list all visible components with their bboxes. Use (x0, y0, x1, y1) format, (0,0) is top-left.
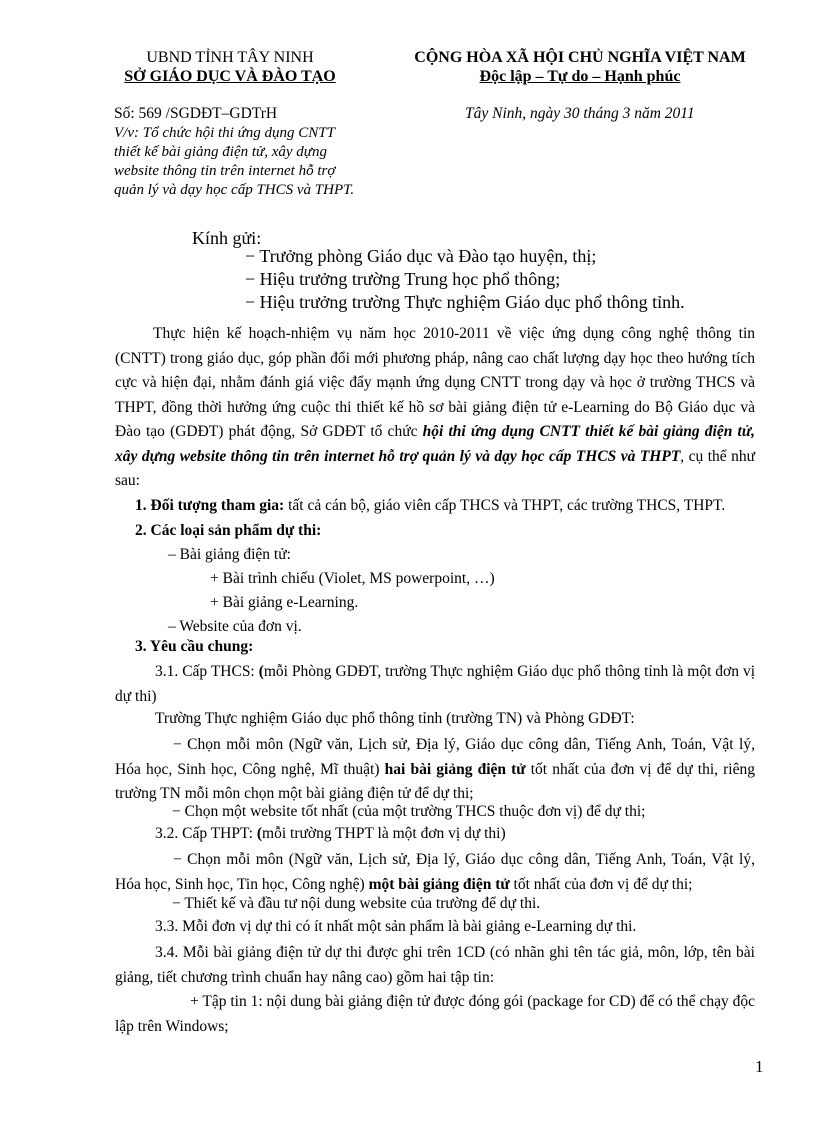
section-3-2-a-rest: tốt nhất của đơn vị để dự thi; (509, 875, 693, 893)
date-line: Tây Ninh, ngày 30 tháng 3 năm 2011 (465, 105, 695, 122)
section-3-2-text: mỗi trường THPT là một đơn vị dự thi) (262, 825, 506, 842)
subject-line-2: thiết kế bài giảng điện tử, xây dựng (114, 144, 327, 160)
subject-line-4: quản lý và dạy học cấp THCS và THPT. (114, 182, 355, 198)
contest-name: hội thi ứng dụng CNTT thiết kế bài giảng điện tử, xây dựng website thông tin trên internet hỗ trợ quản lý và dạy học cấp THCS và THPT (115, 423, 755, 465)
section-3-1-head: 3.1. Cấp THCS: (155, 663, 259, 680)
section-3-1-a-rest: tốt nhất của đơn vị để dự thi, riêng trường TN mỗi môn chọn một bài giảng điện tử để dự thi; (115, 760, 755, 802)
section-3-1-a (115, 733, 755, 807)
issuer-line-2: SỞ GIÁO DỤC VÀ ĐÀO TẠO (124, 68, 336, 85)
section-3-2-b: − Thiết kế và đầu tư nội dung website của trường để dự thi. (172, 895, 541, 912)
product-item: – Bài giảng điện tử: (168, 546, 291, 563)
product-item: – Website của đơn vị. (168, 618, 302, 635)
recipients-label: Kính gửi: (192, 228, 262, 248)
subject-block (114, 124, 382, 200)
section-3-3: 3.3. Mỗi đơn vị dự thi có ít nhất một sản phẩm là bài giảng e-Learning dự thi. (155, 918, 637, 935)
section-3-1-text: mỗi Phòng GDĐT, trường Thực nghiệm Giáo dục phổ thông tỉnh là một đơn vị dự thi) (115, 663, 755, 705)
product-subitem: + Bài giảng e-Learning. (210, 594, 359, 611)
section-3-label: 3. Yêu cầu chung: (135, 638, 254, 655)
national-title: CỘNG HÒA XÃ HỘI CHỦ NGHĨA VIỆT NAM (414, 49, 746, 66)
section-3-1-a-text: − Chọn mỗi môn (Ngữ văn, Lịch sử, Địa lý, Giáo dục công dân, Tiếng Anh, Toán, Vật lý, Hóa học, Sinh học, Công nghệ, Mĩ thuật) (115, 736, 755, 778)
document-number: Số: 569 /SGDĐT–GDTrH (114, 105, 278, 122)
paren: ( (256, 825, 263, 842)
paren: ( (258, 663, 264, 680)
intro-paragraph (115, 322, 755, 494)
section-3-2-a-bold: một bài giảng điện tử (368, 875, 510, 893)
section-1 (135, 497, 725, 515)
section-3-1 (115, 660, 755, 709)
subject-line-3: website thông tin trên internet hỗ trợ (114, 163, 336, 179)
section-3-2 (155, 825, 506, 843)
recipient-item: − Trưởng phòng Giáo dục và Đào tạo huyện, thị; (245, 246, 597, 266)
intro-text: Thực hiện kế hoạch-nhiệm vụ năm học 2010-2011 về việc ứng dụng công nghệ thông tin (CNTT) trong giáo dục, góp phần đổi mới phương pháp, nâng cao chất lượng dạy học theo hướng tích cực và hiện đại, nhằm đánh giá việc đẩy mạnh ứng dụng CNTT trong dạy và học ở trường THCS và THPT, đồng thời hưởng ứng cuộc thi thiết kế hồ sơ bài giảng điện tử e-Learning do Bộ Giáo dục và Đào tạo (GDĐT) phát động, Sở GDĐT tổ chức (115, 325, 755, 440)
section-3-2-a (115, 848, 755, 897)
product-subitem: + Bài trình chiếu (Violet, MS powerpoint, …) (210, 570, 495, 587)
recipient-item: − Hiệu trưởng trường Thực nghiệm Giáo dục phổ thông tỉnh. (245, 292, 685, 312)
section-1-label: 1. Đối tượng tham gia: (135, 497, 285, 514)
section-3-4: 3.4. Mỗi bài giảng điện tử dự thi được ghi trên 1CD (có nhãn ghi tên tác giả, môn, lớp, tên bài giảng, tiết chương trình chuẩn hay nâng cao) gồm hai tập tin: (115, 944, 755, 986)
section-2-label: 2. Các loại sản phẩm dự thi: (135, 522, 322, 539)
section-1-text: tất cả cán bộ, giáo viên cấp THCS và THPT, các trường THCS, THPT. (284, 497, 726, 514)
section-3-2-a-text: − Chọn mỗi môn (Ngữ văn, Lịch sử, Địa lý, Giáo dục công dân, Tiếng Anh, Toán, Vật lý, Hóa học, Sinh học, Tin học, Công nghệ) (115, 851, 755, 893)
subject-line-1: V/v: Tổ chức hội thi ứng dụng CNTT (114, 125, 335, 141)
page-number: 1 (755, 1057, 764, 1076)
section-3-1-b: − Chọn một website tốt nhất (của một trường THCS thuộc đơn vị) để dự thi; (172, 803, 646, 820)
section-3-1-a-bold: hai bài giảng điện tử (384, 760, 526, 778)
section-3-1-sub: Trường Thực nghiệm Giáo dục phổ thông tỉnh (trường TN) và Phòng GDĐT: (155, 710, 635, 727)
recipient-item: − Hiệu trưởng trường Trung học phổ thông; (245, 269, 561, 289)
section-3-4-a: + Tập tin 1: nội dung bài giảng điện tử được đóng gói (package for CD) để có thể chạy độc lập trên Windows; (115, 993, 755, 1035)
national-motto: Độc lập – Tự do – Hạnh phúc (479, 68, 681, 85)
intro-tail: , cụ thể như sau: (115, 447, 756, 489)
issuer-line-1: UBND TỈNH TÂY NINH (146, 49, 314, 66)
section-3-2-head: 3.2. Cấp THPT: (155, 825, 257, 842)
